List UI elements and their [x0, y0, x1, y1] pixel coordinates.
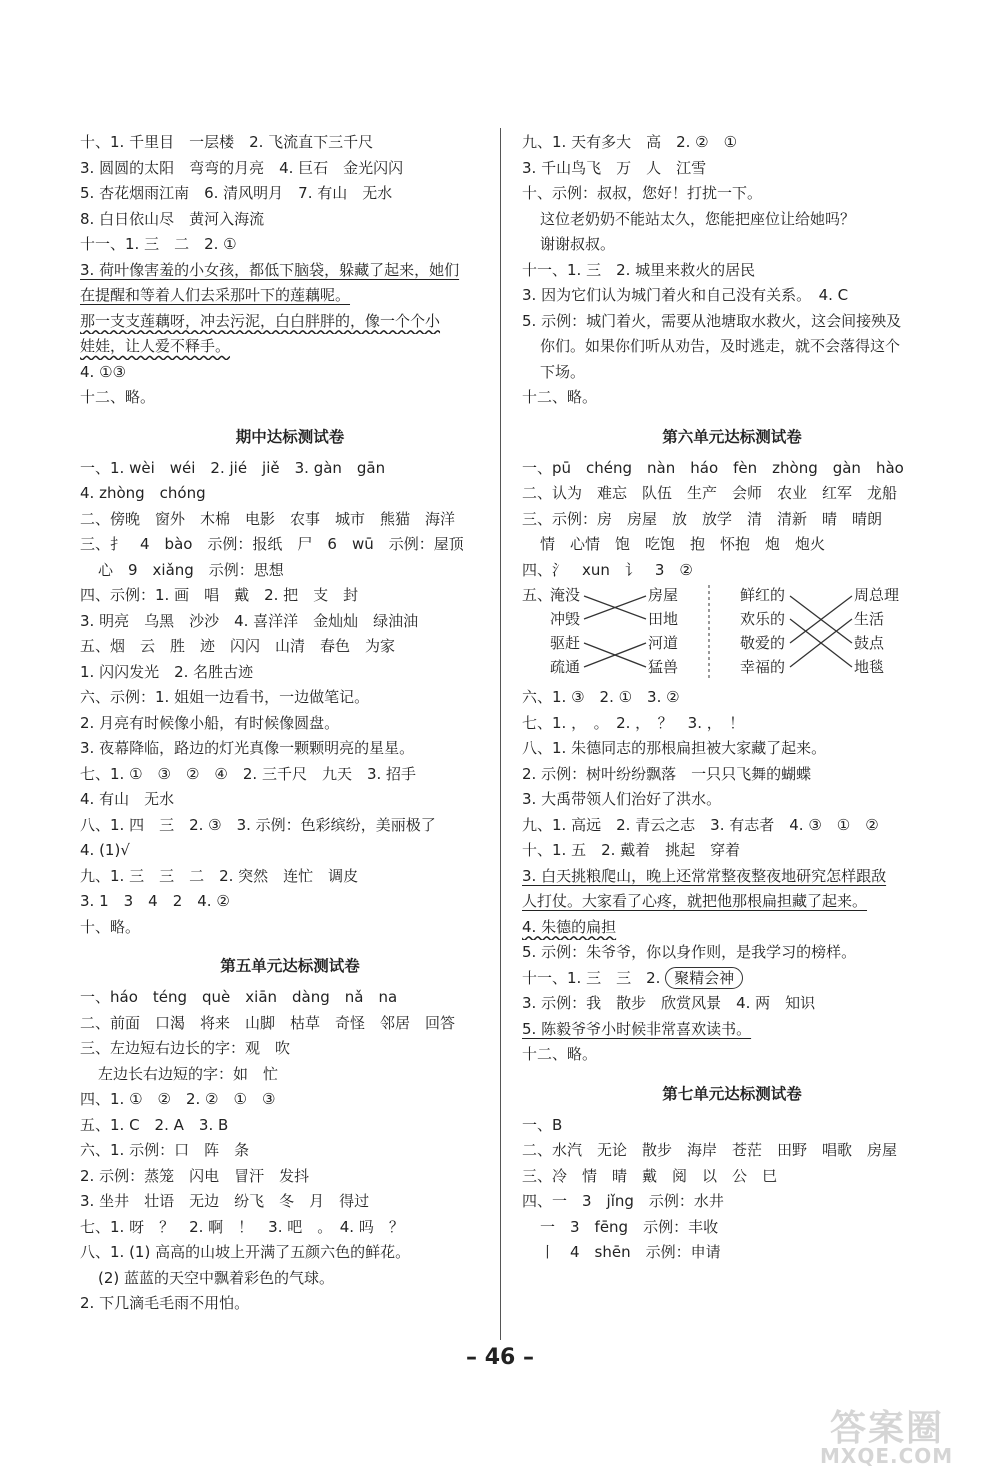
- answer-line: [522, 1017, 942, 1043]
- answer-line: 3. 千山鸟飞 万 人 江雪: [522, 158, 707, 177]
- answer-line: 你们。如果你们听从劝告，及时逃走，就不会落得这个: [540, 337, 901, 355]
- answer-line: 七、1. 呀 ？ 2. 啊 ！ 3. 吧 。 4. 吗 ？: [80, 1217, 404, 1236]
- column-divider: [500, 128, 501, 1340]
- answer-line: 三、冷 情 晴 戴 阅 以 公 巳: [522, 1166, 778, 1185]
- answer-line: 十、1. 五 2. 戴着 挑起 穿着: [522, 841, 741, 859]
- answer-line: 二、傍晚 窗外 木棉 电影 农事 城市 熊猫 海洋: [80, 509, 456, 528]
- answer-line: 七、1. ， 。 2. ， ？ 3. ， ！: [522, 713, 745, 732]
- answer-line: 3. 明亮 乌黑 沙沙 4. 喜洋洋 金灿灿 绿油油: [80, 611, 419, 630]
- answer-line: (2) 蓝蓝的天空中飘着彩色的气球。: [98, 1268, 335, 1287]
- answer-line: 2. 月亮有时候像小船，有时候像圆盘。: [80, 713, 340, 732]
- answer-line: 3. 示例：我 散步 欣赏风景 4. 两 知识: [522, 994, 816, 1012]
- match-word: 鼓点: [854, 634, 885, 652]
- match-word: 河道: [648, 634, 679, 652]
- answer-line: 二、认为 难忘 队伍 生产 会师 农业 红军 龙船: [522, 484, 898, 502]
- match-word: 生活: [854, 610, 885, 628]
- answer-line: 5. 杏花烟雨江南 6. 清风明月 7. 有山 无水: [80, 184, 393, 202]
- underlined-answer: 人打仗。大家看了心疼，就把他那根扁担藏了起来。: [522, 892, 868, 910]
- match-word: 房屋: [648, 586, 679, 604]
- answer-line: 四、示例：1. 画 唱 戴 2. 把 支 封: [80, 586, 359, 604]
- answer-line: [80, 309, 500, 335]
- answer-line: 二、水汽 无论 散步 海岸 苍茫 田野 唱歌 房屋: [522, 1141, 898, 1159]
- answer-line: 8. 白日依山尽 黄河入海流: [80, 209, 265, 228]
- answer-line: 八、1. 朱德同志的那根扁担被大家藏了起来。: [522, 739, 827, 757]
- answer-line: [80, 283, 500, 309]
- answer-line: 十、1. 千里目 一层楼 2. 飞流直下三千尺: [80, 133, 374, 151]
- match-word: 鲜红的: [740, 586, 786, 604]
- match-word: 幸福的: [740, 658, 786, 676]
- answer-line: [522, 889, 942, 915]
- match-word: 淹没: [550, 586, 581, 604]
- answer-line: 六、1. 示例：口 阵 条: [80, 1141, 250, 1159]
- wavy-underlined-answer: 娃娃，让人爱不释手。: [80, 337, 231, 355]
- answer-line: 4. 有山 无水: [80, 790, 175, 808]
- answer-line: 九、1. 高远 2. 青云之志 3. 有志者 4. ③ ① ②: [522, 815, 879, 834]
- answer-line: 四、一 3 jǐng 示例：水井: [522, 1192, 724, 1210]
- answer-line: [522, 966, 942, 992]
- answer-line: 五、1. C 2. A 3. B: [80, 1115, 229, 1134]
- answer-line: [80, 334, 500, 360]
- match-word: 驱赶: [550, 634, 581, 652]
- answer-line: 2. 示例：树叶纷纷飘落 一只只飞舞的蝴蝶: [522, 764, 812, 783]
- answer-line: 四、氵 xun 讠 3 ②: [522, 560, 693, 579]
- answer-line: 四、1. ① ② 2. ② ① ③: [80, 1090, 276, 1108]
- answer-line: 八、1. 四 三 2. ③ 3. 示例：色彩缤纷，美丽极了: [80, 815, 436, 834]
- answer-line: 八、1. (1) 高高的山坡上开满了五颜六色的鲜花。: [80, 1243, 411, 1261]
- match-word: 冲毁: [550, 610, 581, 628]
- answer-line: 5. 示例：城门着火，需要从池塘取水救火，这会间接殃及: [522, 311, 902, 330]
- match-word: 欢乐的: [740, 610, 786, 628]
- answer-line: 4. ①③: [80, 362, 126, 381]
- match-word: 敬爱的: [740, 634, 786, 652]
- answer-line: 三、左边短右边长的字：观 吹: [80, 1039, 291, 1057]
- answer-line: 2. 示例：蒸笼 闪电 冒汗 发抖: [80, 1166, 310, 1185]
- left-column: [80, 130, 500, 1317]
- match-word: 周总理: [854, 586, 900, 604]
- underlined-answer: 在提醒和等着人们去采那叶下的莲藕呢。: [80, 286, 351, 304]
- match-word: 疏通: [550, 658, 581, 676]
- watermark-logo: [790, 1400, 990, 1470]
- answer-line: [522, 864, 942, 890]
- right-column: [522, 130, 942, 1266]
- answer-line: 3. 1 3 4 2 4. ②: [80, 892, 230, 910]
- answer-line: 情 心情 饱 吃饱 抱 怀抱 炮 炮火: [540, 535, 826, 553]
- answer-line: 九、1. 天有多大 高 2. ② ①: [522, 133, 738, 151]
- underlined-answer: 3. 白天挑粮爬山，晚上还常常整夜整夜地研究怎样跟敌: [522, 866, 887, 885]
- underlined-answer: 3. 荷叶像害羞的小女孩，都低下脑袋，躲藏了起来，她们: [80, 260, 460, 279]
- answer-line: 丨 4 shēn 示例：申请: [540, 1243, 721, 1261]
- answer-line: 心 9 xiǎng 示例：思想: [98, 560, 284, 579]
- page-number: – 46 –: [466, 1345, 534, 1370]
- answer-line: 九、1. 三 三 二 2. 突然 连忙 调皮: [80, 866, 359, 885]
- underlined-answer: 5. 陈毅爷爷小时候非常喜欢读书。: [522, 1019, 752, 1038]
- answer-line: 3. 因为它们认为城门着火和自己没有关系。 4. C: [522, 286, 849, 304]
- match-word: 田地: [648, 610, 679, 628]
- unit5-answers: [80, 985, 500, 1317]
- answer-line: 七、1. ① ③ ② ④ 2. 三千尺 九天 3. 招手: [80, 764, 417, 783]
- wavy-underlined-answer: 4. 朱德的扁担: [522, 917, 617, 936]
- section-title: 第七单元达标测试卷: [662, 1084, 802, 1103]
- midterm-answers: [80, 456, 500, 941]
- answer-line: 十一、1. 三 2. 城里来救火的居民: [522, 260, 756, 279]
- answer-line: 左边长右边短的字：如 忙: [98, 1064, 279, 1083]
- answer-line: 三、扌 4 bào 示例：报纸 尸 6 wū 示例：屋顶: [80, 535, 464, 553]
- answer-line: 3. 大禹带领人们治好了洪水。: [522, 790, 722, 808]
- watermark-text: 答案圈: [830, 1408, 945, 1449]
- answer-text: 十一、1. 三 三 2.: [522, 968, 666, 987]
- match-word: 地毯: [854, 658, 885, 676]
- answer-line: 3. 坐井 壮语 无边 纷飞 冬 月 得过: [80, 1192, 370, 1210]
- wavy-underlined-answer: 那一支支莲藕呀，冲去污泥，白白胖胖的，像一个个小: [80, 311, 441, 330]
- answer-line: 谢谢叔叔。: [540, 235, 616, 253]
- answer-line: 十二、略。: [80, 388, 156, 406]
- answer-line: 3. 夜幕降临，路边的灯光真像一颗颗明亮的星星。: [80, 739, 415, 757]
- answer-line: 六、示例：1. 姐姐一边看书，一边做笔记。: [80, 688, 370, 706]
- answer-line: 2. 下几滴毛毛雨不用怕。: [80, 1294, 250, 1312]
- answer-line: 十、示例：叔叔，您好！打扰一下。: [522, 184, 763, 202]
- section-title: 期中达标测试卷: [235, 427, 345, 446]
- circled-answer: 聚精会神: [665, 967, 743, 989]
- section-title: 第五单元达标测试卷: [220, 957, 360, 975]
- answer-line: [80, 258, 500, 284]
- answer-line: [522, 915, 942, 941]
- matching-diagram: [522, 583, 942, 685]
- section-title: 第六单元达标测试卷: [662, 427, 802, 446]
- answer-line: 1. 闪闪发光 2. 名胜古迹: [80, 662, 254, 681]
- answer-line: 十、略。: [80, 917, 141, 936]
- answer-line: 4. zhòng chóng: [80, 484, 206, 502]
- answer-line: 4. (1)√: [80, 841, 130, 859]
- answer-line: 下场。: [540, 362, 586, 381]
- matching-lines: [522, 583, 942, 685]
- answer-line: 三、示例：房 房屋 放 放学 清 清新 晴 晴朗: [522, 509, 883, 528]
- watermark-url: MXQE.COM: [820, 1444, 954, 1468]
- answer-line: 一、háo téng què xiān dàng nǎ na: [80, 988, 398, 1006]
- answer-line: 一、pū chéng nàn háo fèn zhòng gàn hào: [522, 458, 904, 477]
- answer-line: 六、1. ③ 2. ① 3. ②: [522, 688, 680, 706]
- answer-line: 一 3 fēng 示例：丰收: [540, 1217, 719, 1236]
- answer-line: 五、烟 云 胜 迹 闪闪 山清 春色 为家: [80, 637, 396, 655]
- answer-line: 3. 圆圆的太阳 弯弯的月亮 4. 巨石 金光闪闪: [80, 158, 404, 177]
- answer-line: 二、前面 口渴 将来 山脚 枯草 奇怪 邻居 回答: [80, 1013, 456, 1032]
- answer-line: 5. 示例：朱爷爷，你以身作则，是我学习的榜样。: [522, 943, 857, 961]
- question-label: 五、: [522, 586, 553, 604]
- answer-line: 一、B: [522, 1115, 563, 1134]
- answer-line: 十二、略。: [522, 1045, 598, 1063]
- answer-line: 一、1. wèi wéi 2. jié jiě 3. gàn gān: [80, 458, 386, 477]
- answer-line: 十一、1. 三 二 2. ①: [80, 235, 237, 253]
- answer-line: 十二、略。: [522, 388, 598, 406]
- match-word: 猛兽: [648, 658, 679, 676]
- answer-line: 这位老奶奶不能站太久，您能把座位让给她吗？: [540, 209, 856, 228]
